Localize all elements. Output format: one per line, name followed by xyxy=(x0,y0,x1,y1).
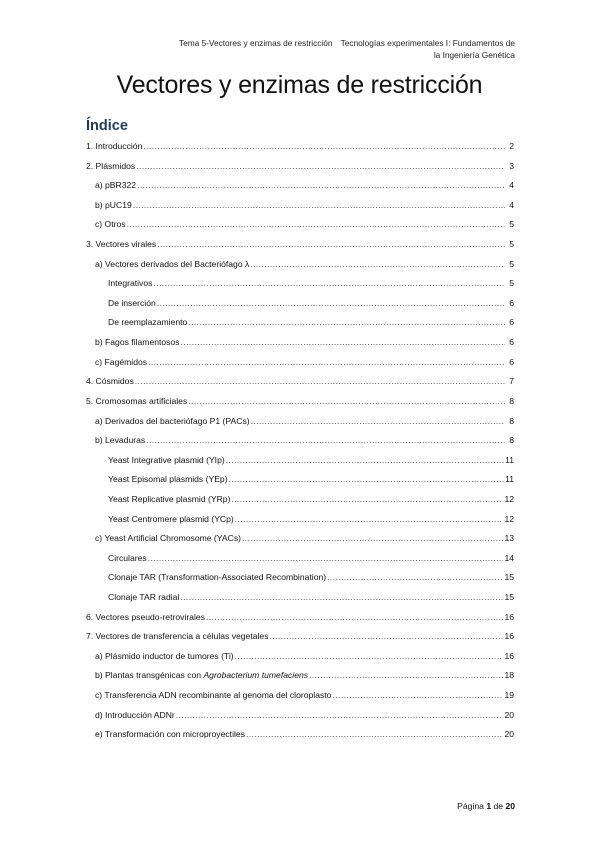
toc-entry[interactable] xyxy=(86,666,514,686)
toc-entry-page: 5 xyxy=(509,258,514,269)
toc-entry[interactable] xyxy=(86,686,514,706)
toc-entry-page: 5 xyxy=(509,239,514,250)
toc-entry-label: c) Transferencia ADN recombinante al genoma del cloroplasto xyxy=(95,690,332,701)
toc-dot-leader xyxy=(157,235,505,255)
toc-entry-label: 7. Vectores de transferencia a células vegetales xyxy=(86,631,269,642)
toc-dot-leader xyxy=(270,627,504,647)
toc-entry-label: 1. Introducción xyxy=(86,141,143,151)
toc-entry[interactable] xyxy=(86,353,514,373)
toc-dot-leader xyxy=(188,313,505,333)
toc-entry-page: 13 xyxy=(504,533,514,544)
toc-entry-page: 14 xyxy=(504,552,514,563)
toc-entry-label: b) Levaduras xyxy=(95,435,146,446)
footer-current-page: 1 xyxy=(486,801,492,811)
toc-entry-page: 11 xyxy=(505,474,514,485)
toc-entry-label: a) Vectores derivados del Bacteriófago λ xyxy=(95,258,250,269)
toc-entry-label: Integrativos xyxy=(108,278,153,289)
toc-entry-page: 4 xyxy=(509,180,514,191)
toc-entry[interactable] xyxy=(86,294,514,314)
toc-dot-leader xyxy=(226,451,504,471)
toc-entry-page: 6 xyxy=(509,337,514,348)
toc-entry-label: De reemplazamiento xyxy=(108,317,188,328)
toc-dot-leader xyxy=(206,608,503,628)
header-course: Tecnologías experimentales I: Fundamentos de xyxy=(340,38,515,48)
toc-entry-label: a) Plásmido inductor de tumores (Ti) xyxy=(95,650,234,661)
toc-entry[interactable] xyxy=(86,255,514,275)
toc-entry-label: a) Derivados del bacteriófago P1 (PACs) xyxy=(95,415,250,426)
toc-entry[interactable] xyxy=(86,215,514,235)
toc-entry[interactable] xyxy=(86,608,514,628)
toc-entry-label: Circulares xyxy=(108,552,147,563)
toc-entry-page: 12 xyxy=(504,493,514,504)
toc-entry[interactable] xyxy=(86,137,514,157)
toc-entry-label: Clonaje TAR (Transformation-Associated Recombination) xyxy=(108,572,327,583)
toc-entry-page: 6 xyxy=(509,356,514,367)
toc-entry-page: 15 xyxy=(504,592,514,603)
toc-dot-leader xyxy=(251,412,505,432)
toc-entry[interactable] xyxy=(86,627,514,647)
toc-dot-leader xyxy=(137,176,505,196)
toc-entry[interactable] xyxy=(86,274,514,294)
toc-dot-leader xyxy=(250,255,505,275)
toc-entry-page: 3 xyxy=(509,160,514,171)
toc-entry-label: b) Fagos filamentosos xyxy=(95,337,180,348)
toc-entry-label: De inserción xyxy=(108,297,156,308)
toc-dot-leader xyxy=(181,333,505,353)
toc-entry-label: a) pBR322 xyxy=(95,180,137,191)
toc-entry-page: 19 xyxy=(504,690,514,701)
toc-dot-leader xyxy=(309,666,503,686)
toc-dot-leader xyxy=(127,215,505,235)
toc-entry-page: 16 xyxy=(504,611,514,622)
footer-middle: de xyxy=(493,801,504,811)
toc-entry[interactable] xyxy=(86,510,514,530)
toc-entry-page: 5 xyxy=(509,219,514,230)
toc-entry-label xyxy=(95,666,308,686)
toc-entry-label: Yeast Replicative plasmid (YRp) xyxy=(108,493,231,504)
toc-entry-label: c) Yeast Artificial Chromosome (YACs) xyxy=(95,533,241,544)
toc-entry-page: 16 xyxy=(504,631,514,642)
header-line-2: la Ingeniería Genética xyxy=(433,50,515,60)
toc-entry-page: 15 xyxy=(504,572,514,583)
toc-dot-leader xyxy=(231,490,503,510)
toc-entry-page: 12 xyxy=(504,513,514,524)
toc-entry-page: 8 xyxy=(509,415,514,426)
toc-entry-label: c) Fagémidos xyxy=(95,356,148,367)
toc-entry[interactable] xyxy=(86,235,514,255)
toc-entry[interactable] xyxy=(86,647,514,667)
toc-entry-page: 8 xyxy=(509,395,514,406)
toc-dot-leader xyxy=(332,686,503,706)
toc-heading: Índice xyxy=(86,118,128,134)
toc-entry-page: 18 xyxy=(504,670,514,681)
toc-entry-page: 6 xyxy=(509,297,514,308)
toc-entry[interactable] xyxy=(86,196,514,216)
toc-dot-leader xyxy=(135,372,505,392)
toc-dot-leader xyxy=(148,549,504,569)
header-line-1 xyxy=(75,37,515,49)
toc-entry-label: Yeast Integrative plasmid (YIp) xyxy=(108,454,225,465)
toc-entry-label: Yeast Episomal plasmids (YEp) xyxy=(108,474,228,485)
toc-dot-leader xyxy=(188,392,505,412)
toc-dot-leader xyxy=(153,274,505,294)
toc-dot-leader xyxy=(242,529,503,549)
toc-entry-page: 2 xyxy=(509,141,514,151)
toc-dot-leader xyxy=(176,706,504,726)
toc-entry[interactable] xyxy=(86,451,514,471)
toc-dot-leader xyxy=(180,588,503,608)
toc-entry-page: 8 xyxy=(509,435,514,446)
toc-entry[interactable] xyxy=(86,412,514,432)
toc-entry-label: 3. Vectores virales xyxy=(86,239,157,250)
table-of-contents xyxy=(86,137,514,745)
toc-entry-label: c) Otros xyxy=(95,219,126,230)
toc-entry[interactable] xyxy=(86,490,514,510)
toc-entry-label: Yeast Centromere plasmid (YCp) xyxy=(108,513,234,524)
toc-entry-page: 5 xyxy=(509,278,514,289)
toc-entry-label: e) Transformación con microproyectiles xyxy=(95,729,245,740)
toc-entry-label-italic: Agrobacterium tumefaciens xyxy=(203,670,309,681)
toc-entry-page: 4 xyxy=(509,199,514,210)
page-header xyxy=(75,37,515,61)
toc-entry[interactable] xyxy=(86,313,514,333)
document-title: Vectores y enzimas de restricción xyxy=(116,71,483,99)
toc-entry[interactable] xyxy=(86,431,514,451)
toc-entry[interactable] xyxy=(86,176,514,196)
toc-entry[interactable] xyxy=(86,372,514,392)
toc-entry-label: 2. Plásmidos xyxy=(86,160,136,171)
toc-dot-leader xyxy=(246,725,503,745)
toc-entry-label-prefix: b) Plantas transgénicas con xyxy=(95,670,204,681)
toc-entry[interactable] xyxy=(86,568,514,588)
page-footer xyxy=(457,801,515,811)
toc-dot-leader xyxy=(136,157,505,177)
toc-entry-label: d) Introducción ADNr xyxy=(95,709,175,720)
toc-entry-label: b) pUC19 xyxy=(95,199,132,210)
toc-entry-page: 7 xyxy=(509,376,514,387)
toc-dot-leader xyxy=(327,568,503,588)
toc-dot-leader xyxy=(157,294,505,314)
toc-entry-page: 16 xyxy=(504,650,514,661)
toc-entry-label: 4. Cósmidos xyxy=(86,376,134,387)
toc-entry-page: 6 xyxy=(509,317,514,328)
toc-dot-leader xyxy=(235,510,504,530)
toc-entry[interactable] xyxy=(86,333,514,353)
toc-entry[interactable] xyxy=(86,529,514,549)
toc-entry[interactable] xyxy=(86,157,514,177)
header-topic: Tema 5-Vectores y enzimas de restricción xyxy=(178,38,333,48)
toc-dot-leader xyxy=(148,353,505,373)
toc-dot-leader xyxy=(235,647,504,667)
toc-entry[interactable] xyxy=(86,706,514,726)
toc-entry[interactable] xyxy=(86,392,514,412)
toc-entry-label: Clonaje TAR radial xyxy=(108,592,180,603)
toc-dot-leader xyxy=(229,470,505,490)
toc-dot-leader xyxy=(146,431,505,451)
toc-entry-page: 20 xyxy=(504,729,514,740)
footer-total-pages: 20 xyxy=(505,801,515,811)
toc-dot-leader xyxy=(133,196,505,216)
toc-entry-label: 6. Vectores pseudo-retrovirales xyxy=(86,611,205,622)
toc-entry-label: 5. Cromosomas artificiales xyxy=(86,395,188,406)
toc-entry-page: 20 xyxy=(504,709,514,720)
toc-entry[interactable] xyxy=(86,725,514,745)
toc-entry[interactable] xyxy=(86,588,514,608)
footer-prefix: Página xyxy=(457,801,484,811)
toc-entry-page: 11 xyxy=(505,454,514,465)
toc-entry[interactable] xyxy=(86,470,514,490)
toc-dot-leader xyxy=(143,137,505,157)
toc-entry[interactable] xyxy=(86,549,514,569)
